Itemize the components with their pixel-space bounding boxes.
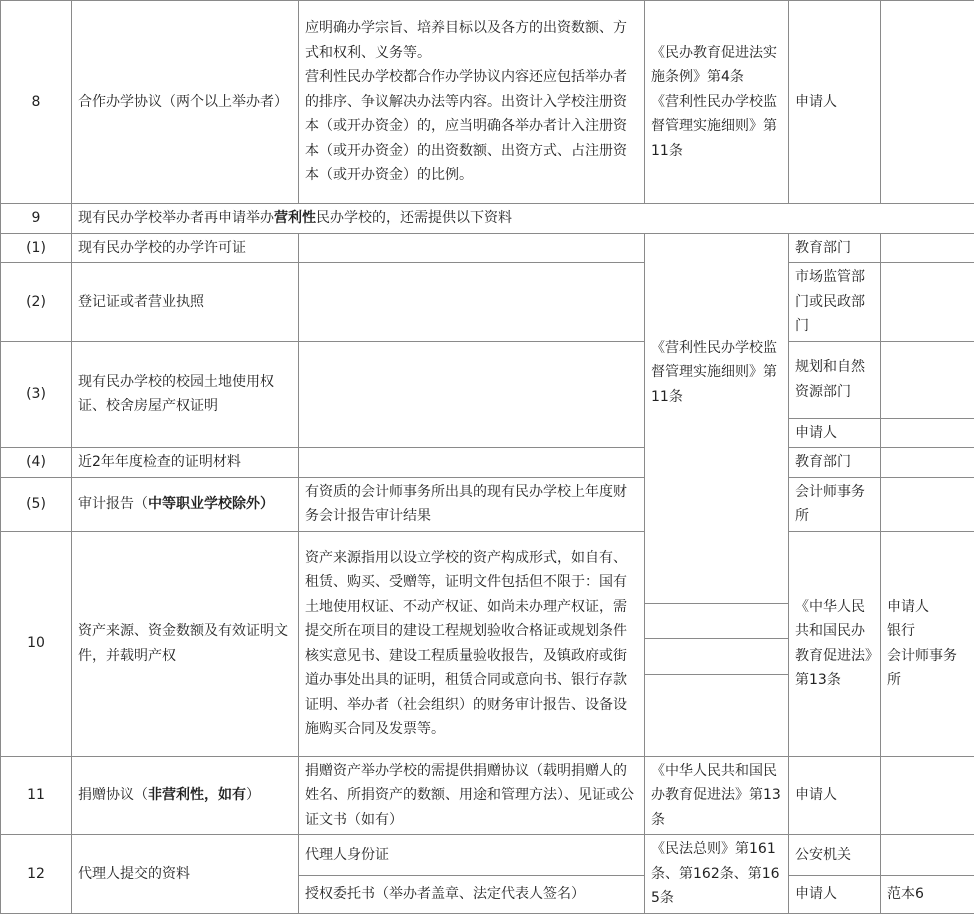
table-row <box>1 448 974 478</box>
note-cell <box>881 263 974 342</box>
source-department: 申请人 银行 会计师事务所 <box>881 531 974 756</box>
material-description: 应明确办学宗旨、培养目标以及各方的出资数额、方式和权利、义务等。 营利性民办学校都合作办学协议内容还应包括举办者的排序、争议解决办法等内容。出资计入学校注册资本（或开办资金）的，应当明确各举办者计入注册资本（或开办资金）的出资数额、出资方式、占注册资本（或开办资金）的比例。 <box>299 1 645 204</box>
note-cell <box>881 756 974 835</box>
row-number: 11 <box>1 756 72 835</box>
table-row <box>1 263 974 342</box>
legal-basis: 《民办教育促进法实施条例》第4条 《营利性民办学校监督管理实施细则》第11条 <box>645 1 789 204</box>
note-cell <box>881 418 974 448</box>
table-row <box>1 341 974 418</box>
note-cell <box>645 674 789 756</box>
material-name: 资产来源、资金数额及有效证明文件，并载明产权 <box>72 531 299 756</box>
source-department: 公安机关 <box>789 835 881 876</box>
material-description: 资产来源指用以设立学校的资产构成形式，如自有、租赁、购买、受赠等，证明文件包括但不限于：国有土地使用权证、不动产权证、如尚未办理产权证，需提交所在项目的建设工程规划验收合格证或规划条件核实意见书、建设工程质量验收报告，及镇政府或街道办事处出具的证明，租赁合同或意向书、银行存款证明、举办者（社会组织）的财务审计报告、设备设施购买合同及发票等。 <box>299 531 645 756</box>
table-row <box>1 477 974 531</box>
source-department: 申请人 <box>789 756 881 835</box>
legal-basis-text: 《营利性民办学校监督管理实施细则》第11条 <box>651 340 777 405</box>
material-name <box>72 756 299 835</box>
material-name: 合作办学协议（两个以上举办者） <box>72 1 299 204</box>
source-department: 申请人 <box>789 418 881 448</box>
note-cell <box>645 603 789 638</box>
row-number: (2) <box>1 263 72 342</box>
note-cell <box>881 233 974 263</box>
row-number: (5) <box>1 477 72 531</box>
row-number: (3) <box>1 341 72 448</box>
material-description <box>299 233 645 263</box>
table-row <box>1 1 974 204</box>
source-department: 规划和自然资源部门 <box>789 341 881 418</box>
sample-template-label: 范本6 <box>881 876 974 913</box>
material-name <box>72 477 299 531</box>
material-name-text: 审计报告（ <box>78 496 148 512</box>
source-department: 申请人 <box>789 1 881 204</box>
section-heading <box>72 204 974 234</box>
table-row <box>1 756 974 835</box>
material-name: 代理人提交的资料 <box>72 835 299 914</box>
section-heading-text: 现有民办学校举办者再申请举办 <box>78 210 274 226</box>
material-description: 授权委托书（举办者盖章、法定代表人签名） <box>299 876 645 913</box>
material-description: 捐赠资产举办学校的需提供捐赠协议（载明捐赠人的姓名、所捐资产的数额、用途和管理方法）、见证或公证文书（如有） <box>299 756 645 835</box>
source-department: 教育部门 <box>789 233 881 263</box>
row-number: (4) <box>1 448 72 478</box>
section-heading-bold: 营利性 <box>274 210 316 226</box>
material-name-text: 捐赠协议（ <box>78 787 148 803</box>
material-description <box>299 448 645 478</box>
material-description <box>299 341 645 448</box>
section-heading-text-end: 民办学校的，还需提供以下资料 <box>316 210 512 226</box>
note-cell <box>881 341 974 418</box>
note-cell <box>881 1 974 204</box>
material-name: 现有民办学校的校园土地使用权证、校舍房屋产权证明 <box>72 341 299 448</box>
table-row <box>1 233 974 263</box>
note-cell <box>881 448 974 478</box>
source-department: 教育部门 <box>789 448 881 478</box>
table-row <box>1 835 974 876</box>
legal-basis: 《民法总则》第161条、第162条、第165条 <box>645 835 789 914</box>
row-number: (1) <box>1 233 72 263</box>
source-department: 会计师事务所 <box>789 477 881 531</box>
source-department: 市场监管部门或民政部门 <box>789 263 881 342</box>
material-description: 代理人身份证 <box>299 835 645 876</box>
material-name: 近2年年度检查的证明材料 <box>72 448 299 478</box>
material-name-bold: 非营利性，如有 <box>148 787 246 803</box>
table-row <box>1 531 974 603</box>
row-number: 8 <box>1 1 72 204</box>
legal-basis: 《中华人民共和国民办教育促进法》第13条 <box>789 531 881 756</box>
material-name-text-end: ） <box>246 787 260 803</box>
row-number: 10 <box>1 531 72 756</box>
material-description <box>299 263 645 342</box>
material-description: 有资质的会计师事务所出具的现有民办学校上年度财务会计报告审计结果 <box>299 477 645 531</box>
source-department: 申请人 <box>789 876 881 913</box>
note-cell <box>881 477 974 531</box>
legal-basis: 《中华人民共和国民办教育促进法》第13条 <box>645 756 789 835</box>
material-name-bold: 中等职业学校除外） <box>148 496 274 512</box>
legal-basis <box>645 233 789 603</box>
table-row <box>1 204 974 234</box>
material-name: 现有民办学校的办学许可证 <box>72 233 299 263</box>
note-cell <box>881 835 974 876</box>
row-number: 12 <box>1 835 72 914</box>
row-number: 9 <box>1 204 72 234</box>
note-cell <box>645 638 789 674</box>
material-name: 登记证或者营业执照 <box>72 263 299 342</box>
